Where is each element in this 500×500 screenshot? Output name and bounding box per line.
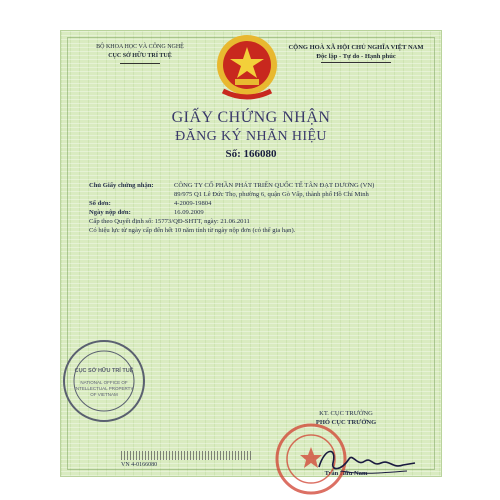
application-number-label: Số đơn:	[89, 200, 111, 207]
signatory-title-2: PHÓ CỤC TRƯỞNG	[315, 419, 377, 426]
barcode-number: VN 4-0166080	[121, 462, 158, 468]
nation-name: CỘNG HOÀ XÃ HỘI CHỦ NGHĨA VIỆT NAM	[288, 44, 424, 51]
barcode-icon	[121, 451, 251, 460]
holder-row	[89, 181, 434, 199]
national-motto: Độc lập - Tự do - Hạnh phúc	[316, 53, 396, 60]
barcode-area	[121, 451, 271, 468]
certificate-title: GIẤY CHỨNG NHẬN	[171, 109, 331, 126]
certificate	[60, 30, 442, 477]
emblem-gear-base	[235, 79, 259, 85]
signature-stroke	[319, 451, 415, 468]
seal-line-1: NATIONAL OFFICE OF	[80, 380, 128, 385]
header-underline	[120, 63, 160, 64]
filing-date-value: 16.09.2009	[174, 209, 204, 216]
certificate-title-block	[61, 109, 441, 160]
validity-line: Có hiệu lực từ ngày cấp đến hết 10 năm tính từ ngày nộp đơn (có thể gia hạn).	[89, 227, 296, 234]
motto-underline	[321, 62, 391, 63]
holder-value	[174, 181, 434, 199]
registration-number: Số: 166080	[225, 148, 277, 160]
filing-date-label: Ngày nộp đơn:	[89, 209, 131, 216]
department-name: CỤC SỞ HỮU TRÍ TUỆ	[108, 53, 172, 59]
holder-address: 89/975 Q1 Lê Đức Thọ, phường 6, quận Gò Vấp, thành phố Hồ Chí Minh	[174, 191, 369, 198]
seal-line-2: INTELLECTUAL PROPERTY	[74, 386, 134, 391]
nation-header	[281, 43, 431, 63]
ip-office-seal-icon	[59, 336, 149, 426]
application-number-row	[89, 199, 434, 208]
signer-name: Trần Hữu Nam	[324, 470, 368, 477]
seal-top-text: CỤC SỞ HỮU TRÍ TUỆ	[74, 368, 134, 374]
handwritten-signature	[311, 441, 421, 481]
decision-line: Cấp theo Quyết định số: 15773/QĐ-SHTT, ngày: 21.06.2011	[89, 218, 250, 225]
national-emblem-icon	[211, 31, 283, 103]
ministry-name: BỘ KHOA HỌC VÀ CÔNG NGHỆ	[96, 44, 184, 50]
signature-underline	[341, 471, 407, 473]
filing-date-row	[89, 208, 434, 217]
holder-name: CÔNG TY CỔ PHẦN PHÁT TRIỂN QUỐC TẾ TÂN ĐẠT DƯƠNG (VN)	[174, 182, 375, 189]
holder-label: Chủ Giấy chứng nhận:	[89, 182, 154, 189]
application-number-value: 4-2009-19804	[174, 200, 212, 207]
certificate-fields	[89, 181, 434, 235]
issuer-header	[75, 43, 205, 64]
seal-line-3: OF VIETNAM	[90, 392, 118, 397]
signatory-title-1: KT. CỤC TRƯỞNG	[319, 410, 373, 417]
certificate-subtitle: ĐĂNG KÝ NHÃN HIỆU	[175, 129, 327, 144]
